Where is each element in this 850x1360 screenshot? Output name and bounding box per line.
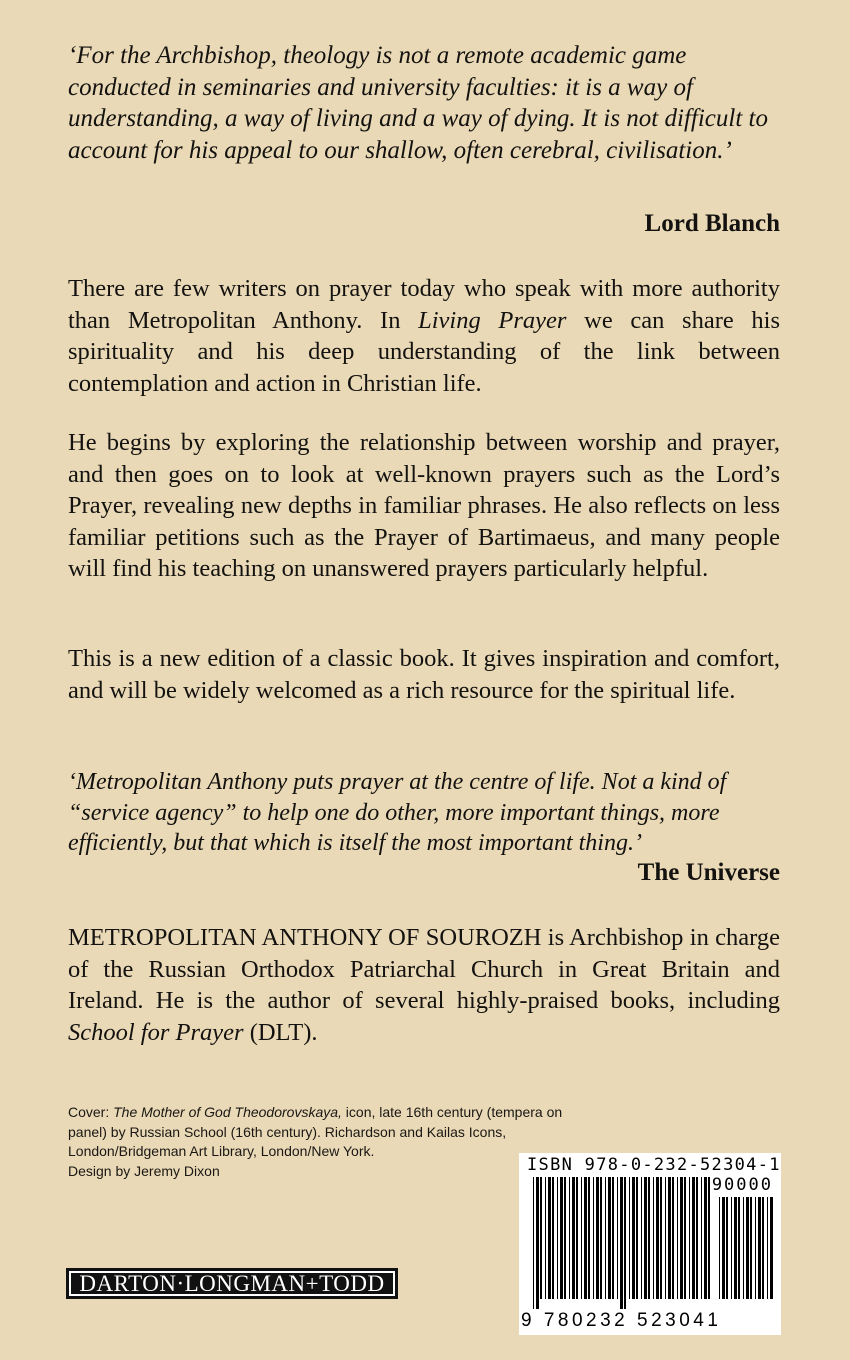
barcode-bar [746,1197,749,1299]
barcode-bar [620,1177,623,1309]
book-title-school-for-prayer: School for Prayer [68,1018,244,1046]
barcode-bar [668,1177,671,1299]
barcode-bar [596,1177,599,1299]
barcode-bar [731,1197,732,1299]
barcode-bar [572,1177,575,1299]
barcode-bar [684,1177,686,1299]
isbn-number: ISBN 978-0-232-52304-1 [527,1155,781,1175]
barcode-bar [641,1177,642,1299]
cover-credits [68,1103,588,1181]
design-credit: Design by Jeremy Dixon [68,1162,220,1179]
isbn-barcode [519,1153,781,1335]
barcode-bar [564,1177,566,1299]
barcode-bar [665,1177,666,1299]
barcode-bar [755,1197,756,1299]
barcode-bar [593,1177,594,1299]
ean-barcode-bars [533,1177,711,1309]
review-attribution-2: The Universe [637,859,780,886]
barcode-bar [689,1177,690,1299]
price-addon-number: 90000 [711,1175,773,1195]
cover-credit-line [68,1103,588,1162]
barcode-bar [653,1177,654,1299]
barcode-bar [726,1197,728,1299]
barcode-bar [644,1177,647,1299]
barcode-bar [600,1177,602,1299]
review-quote-1: ‘For the Archbishop, theology is not a remote academic game conducted in seminaries and university faculties: it is a way of understanding, a way of living and a way of dying. It is not difficult to account for his appeal to our shallow, often cerebral, civilisation.’ [68,42,768,164]
barcode-bar [540,1177,542,1299]
barcode-bar [734,1197,737,1299]
barcode-bar [692,1177,695,1299]
barcode-bar [680,1177,683,1299]
barcode-bar [617,1177,618,1299]
review-quote-2: ‘Metropolitan Anthony puts prayer at the centre of life. Not a kind of “service agency” to help one do other, more important things, more efficiently, but that which is itself the most important thing.’ [68,769,727,856]
publisher-logo: DARTON·LONGMAN+TODD [66,1268,398,1299]
barcode-bar [612,1177,614,1299]
cover-artwork-title: The Mother of God Theodorovskaya, [113,1104,342,1120]
ean-digits: 9 780232 523041 [521,1310,722,1331]
description-paragraph-2: He begins by exploring the relationship between worship and prayer, and then goes on to look at well-known prayers such as the Lord’s Prayer, revealing new depths in familiar phrases. He also reflects on less familiar petitions such as the Prayer of Bartimaeus, and many people will find his teaching on unanswered prayers particularly helpful. [68,429,780,582]
barcode-bar [708,1177,710,1299]
barcode-bar [704,1177,707,1299]
addon-barcode-bars [719,1197,775,1309]
author-bio-after: (DLT). [243,1018,318,1046]
review-attribution-1: Lord Blanch [644,210,780,237]
barcode-bar [672,1177,674,1299]
barcode-bar [656,1177,659,1299]
barcode-bar [624,1177,626,1309]
barcode-bar [545,1177,546,1299]
barcode-bar [722,1197,725,1299]
barcode-bar [629,1177,630,1299]
barcode-bar [636,1177,638,1299]
barcode-bar [738,1197,740,1299]
barcode-bar [762,1197,764,1299]
barcode-bar [743,1197,744,1299]
barcode-bar [552,1177,554,1299]
barcode-bar [750,1197,752,1299]
para1-before: There are few writers on prayer today who speak with more authority than Metropolitan Anthony. In [68,275,780,334]
barcode-bar [608,1177,611,1299]
barcode-bar [767,1197,768,1299]
barcode-bar [548,1177,551,1299]
barcode-bar [605,1177,606,1299]
barcode-bar [648,1177,650,1299]
book-title-living-prayer: Living Prayer [418,306,567,334]
barcode-bar [758,1197,761,1299]
cover-label: Cover: [68,1104,114,1120]
barcode-bar [581,1177,582,1299]
barcode-bar [576,1177,578,1299]
cover-credit-rest: icon, late 16th century (tempera on panel) by Russian School (16th century). Richardson and Kailas Icons, London/Bridgeman Art Library, London/New York. [68,1104,563,1159]
description-paragraph-1 [68,273,780,399]
description-paragraph-3: This is a new edition of a classic book. It gives inspiration and comfort, and will be widely welcomed as a rich resource for the spiritual life. [68,645,780,704]
barcode-bar [557,1177,558,1299]
barcode-bar [560,1177,563,1299]
author-bio [68,922,780,1048]
author-bio-before: METROPOLITAN ANTHONY OF SOUROZH is Archbishop in charge of the Russian Orthodox Patriarchal Church in Great Britain and Ireland. He is the author of several highly-praised books, including [68,924,780,1014]
barcode-bar [770,1197,773,1299]
barcode-bar [632,1177,635,1299]
barcode-bar [533,1177,534,1309]
barcode-bar [660,1177,662,1299]
barcode-bar [677,1177,678,1299]
barcode-bar [719,1197,720,1299]
barcode-bar [584,1177,587,1299]
barcode-bar [588,1177,590,1299]
barcode-bar [569,1177,570,1299]
barcode-bar [536,1177,539,1309]
para1-after: we can share his spirituality and his deep understanding of the link between contemplation and action in Christian life. [68,306,780,397]
barcode-bar [696,1177,698,1299]
barcode-bar [701,1177,702,1299]
